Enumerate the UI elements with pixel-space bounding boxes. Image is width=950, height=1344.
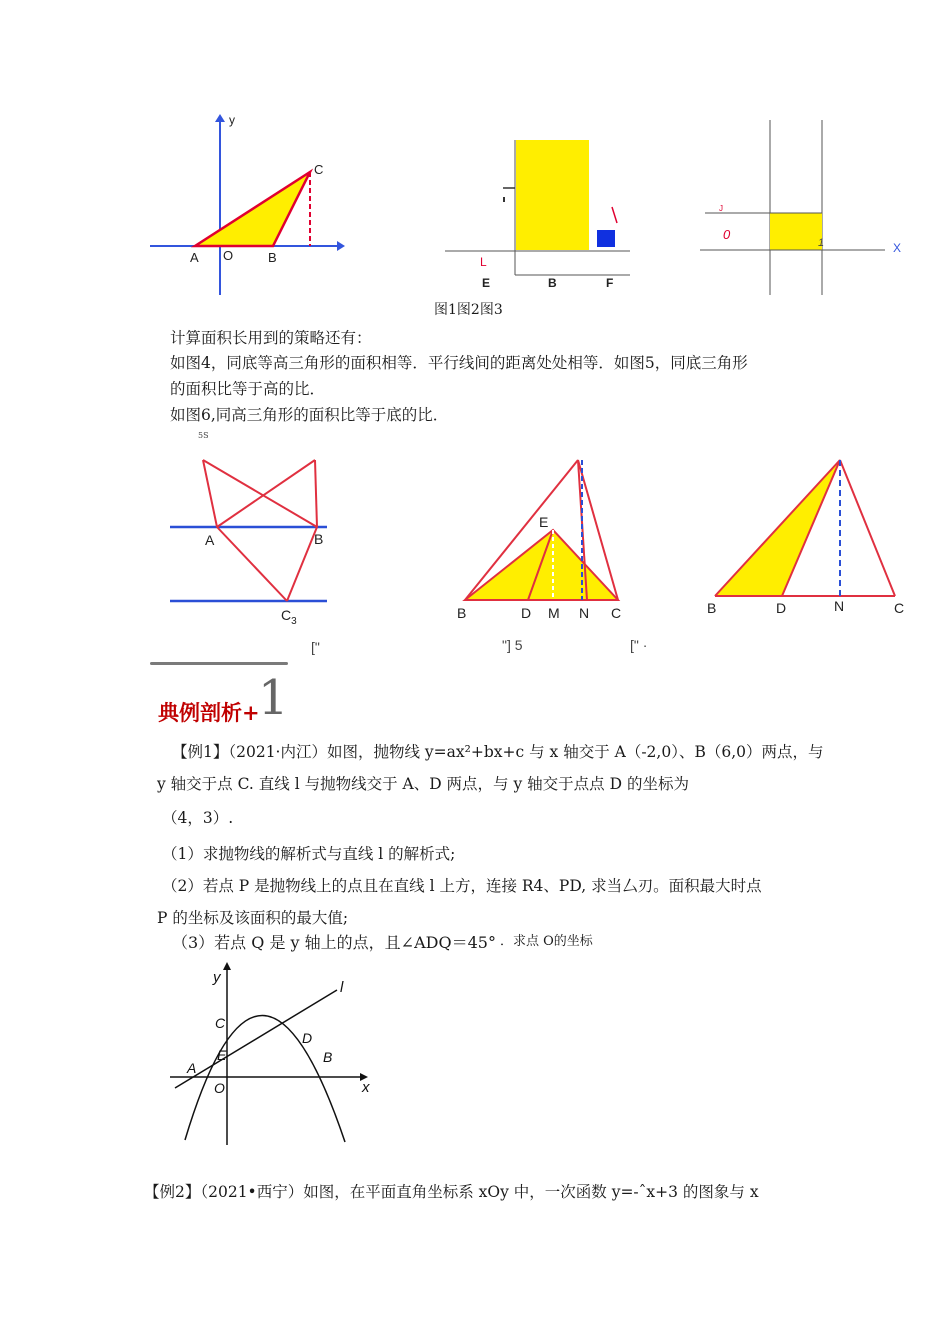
figure-3: [695, 115, 910, 300]
caption-5: "] 5: [502, 637, 523, 653]
red-tick: [612, 207, 617, 223]
label-n: N: [834, 598, 845, 614]
strategy-line-3: 如图6,同高三角形的面积比等于底的比．: [170, 406, 449, 424]
label-x: x: [362, 1079, 370, 1096]
example1-question-3: （3）若点 Q 是 y 轴上的点，且∠ADQ＝45°: [172, 933, 496, 952]
label-b: B: [323, 1049, 333, 1065]
figure-2: [440, 135, 640, 300]
parabola-graph: [165, 960, 380, 1150]
parabola-curve: [185, 1015, 345, 1142]
label-o: O: [223, 248, 234, 263]
yellow-rectangle: [516, 140, 589, 250]
strategy-intro: 计算面积长用到的策略还有：: [170, 329, 372, 347]
triangle-abc: [195, 172, 310, 246]
label-c: $C_3$: [281, 607, 297, 627]
strategy-line-1: 如图4，同底等高三角形的面积相等．平行线间的距离处处相等．如图5，同底三角形: [170, 354, 748, 372]
figure-4: [165, 450, 345, 655]
y-axis-arrow-icon: [223, 962, 231, 970]
label-e: E: [217, 1047, 227, 1063]
label-m: M: [548, 605, 560, 621]
label-d: D: [776, 600, 787, 616]
label-o: O: [214, 1080, 225, 1096]
example1-line-3: （4，3）.: [162, 809, 234, 827]
section-title: 典例剖析+: [158, 700, 260, 725]
label-d: D: [302, 1030, 313, 1046]
label-a: A: [205, 532, 215, 548]
label-b: B: [457, 605, 467, 621]
label-d: D: [521, 605, 532, 621]
example1-line-2: y 轴交于点 C. 直线 l 与抛物线交于 A、D 两点，与 y 轴交于点点 D 的坐标为: [157, 775, 689, 793]
example1-question-2b: P 的坐标及该面积的最大值;: [157, 909, 349, 927]
section-rule: [150, 662, 288, 665]
x-axis-arrow-icon: [337, 241, 345, 251]
stray-mark: 5S: [198, 431, 209, 440]
figure-5: [450, 450, 648, 660]
caption-6: [" ·: [630, 637, 648, 653]
label-y: y: [229, 113, 235, 127]
line-l: [175, 990, 337, 1088]
caption-figures-1-3: 图1图2图3: [434, 302, 503, 318]
yellow-square: [770, 213, 825, 250]
label-b: B: [707, 600, 717, 616]
example1-question-2a: （2）若点 P 是抛物线上的点且在直线 l 上方，连接 R4、PD, 求当厶刃。面积最大时点: [162, 877, 762, 895]
example1-line-1: 【例1】（2021·内江）如图，抛物线 y=ax²+bx+c 与 x 轴交于 A（-2,0）、B（6,0）两点，与: [172, 743, 824, 761]
label-x: X: [893, 241, 902, 255]
example1-question-3-tail: ．求点 O的坐标: [500, 934, 593, 949]
label-l: l: [340, 979, 344, 996]
label-a: A: [190, 250, 199, 265]
label-c: C: [611, 605, 622, 621]
blue-square: [597, 230, 615, 247]
small-mark: [503, 197, 505, 202]
label-b: B: [268, 250, 277, 265]
figure-1: [145, 110, 345, 300]
label-e: E: [482, 276, 491, 290]
label-b: B: [548, 276, 557, 290]
label-f: F: [606, 276, 614, 290]
example2-line-1: 【例2】（2021•西宁）如图，在平面直角坐标系 xOy 中，一次函数 y=-ˆx+3 的图象与 x: [144, 1183, 759, 1201]
label-y: y: [213, 969, 221, 986]
figure-6: [630, 450, 915, 655]
label-c: C: [894, 600, 905, 616]
strategy-line-2: 的面积比等于高的比．: [170, 380, 326, 398]
label-n: N: [579, 605, 590, 621]
label-a: A: [187, 1060, 197, 1076]
section-number: 1: [258, 670, 289, 726]
y-axis-arrow-icon: [215, 114, 225, 122]
label-b: B: [314, 531, 324, 547]
label-l: L: [480, 255, 487, 269]
caption-4: [": [311, 639, 320, 655]
label-c: C: [215, 1015, 226, 1031]
label-j: J: [719, 204, 723, 213]
example1-question-1: （1）求抛物线的解析式与直线 l 的解析式;: [162, 845, 456, 863]
label-c: C: [314, 162, 324, 177]
label-zero: 0: [723, 227, 731, 242]
label-one: 1: [818, 237, 825, 249]
label-e: E: [539, 514, 549, 530]
